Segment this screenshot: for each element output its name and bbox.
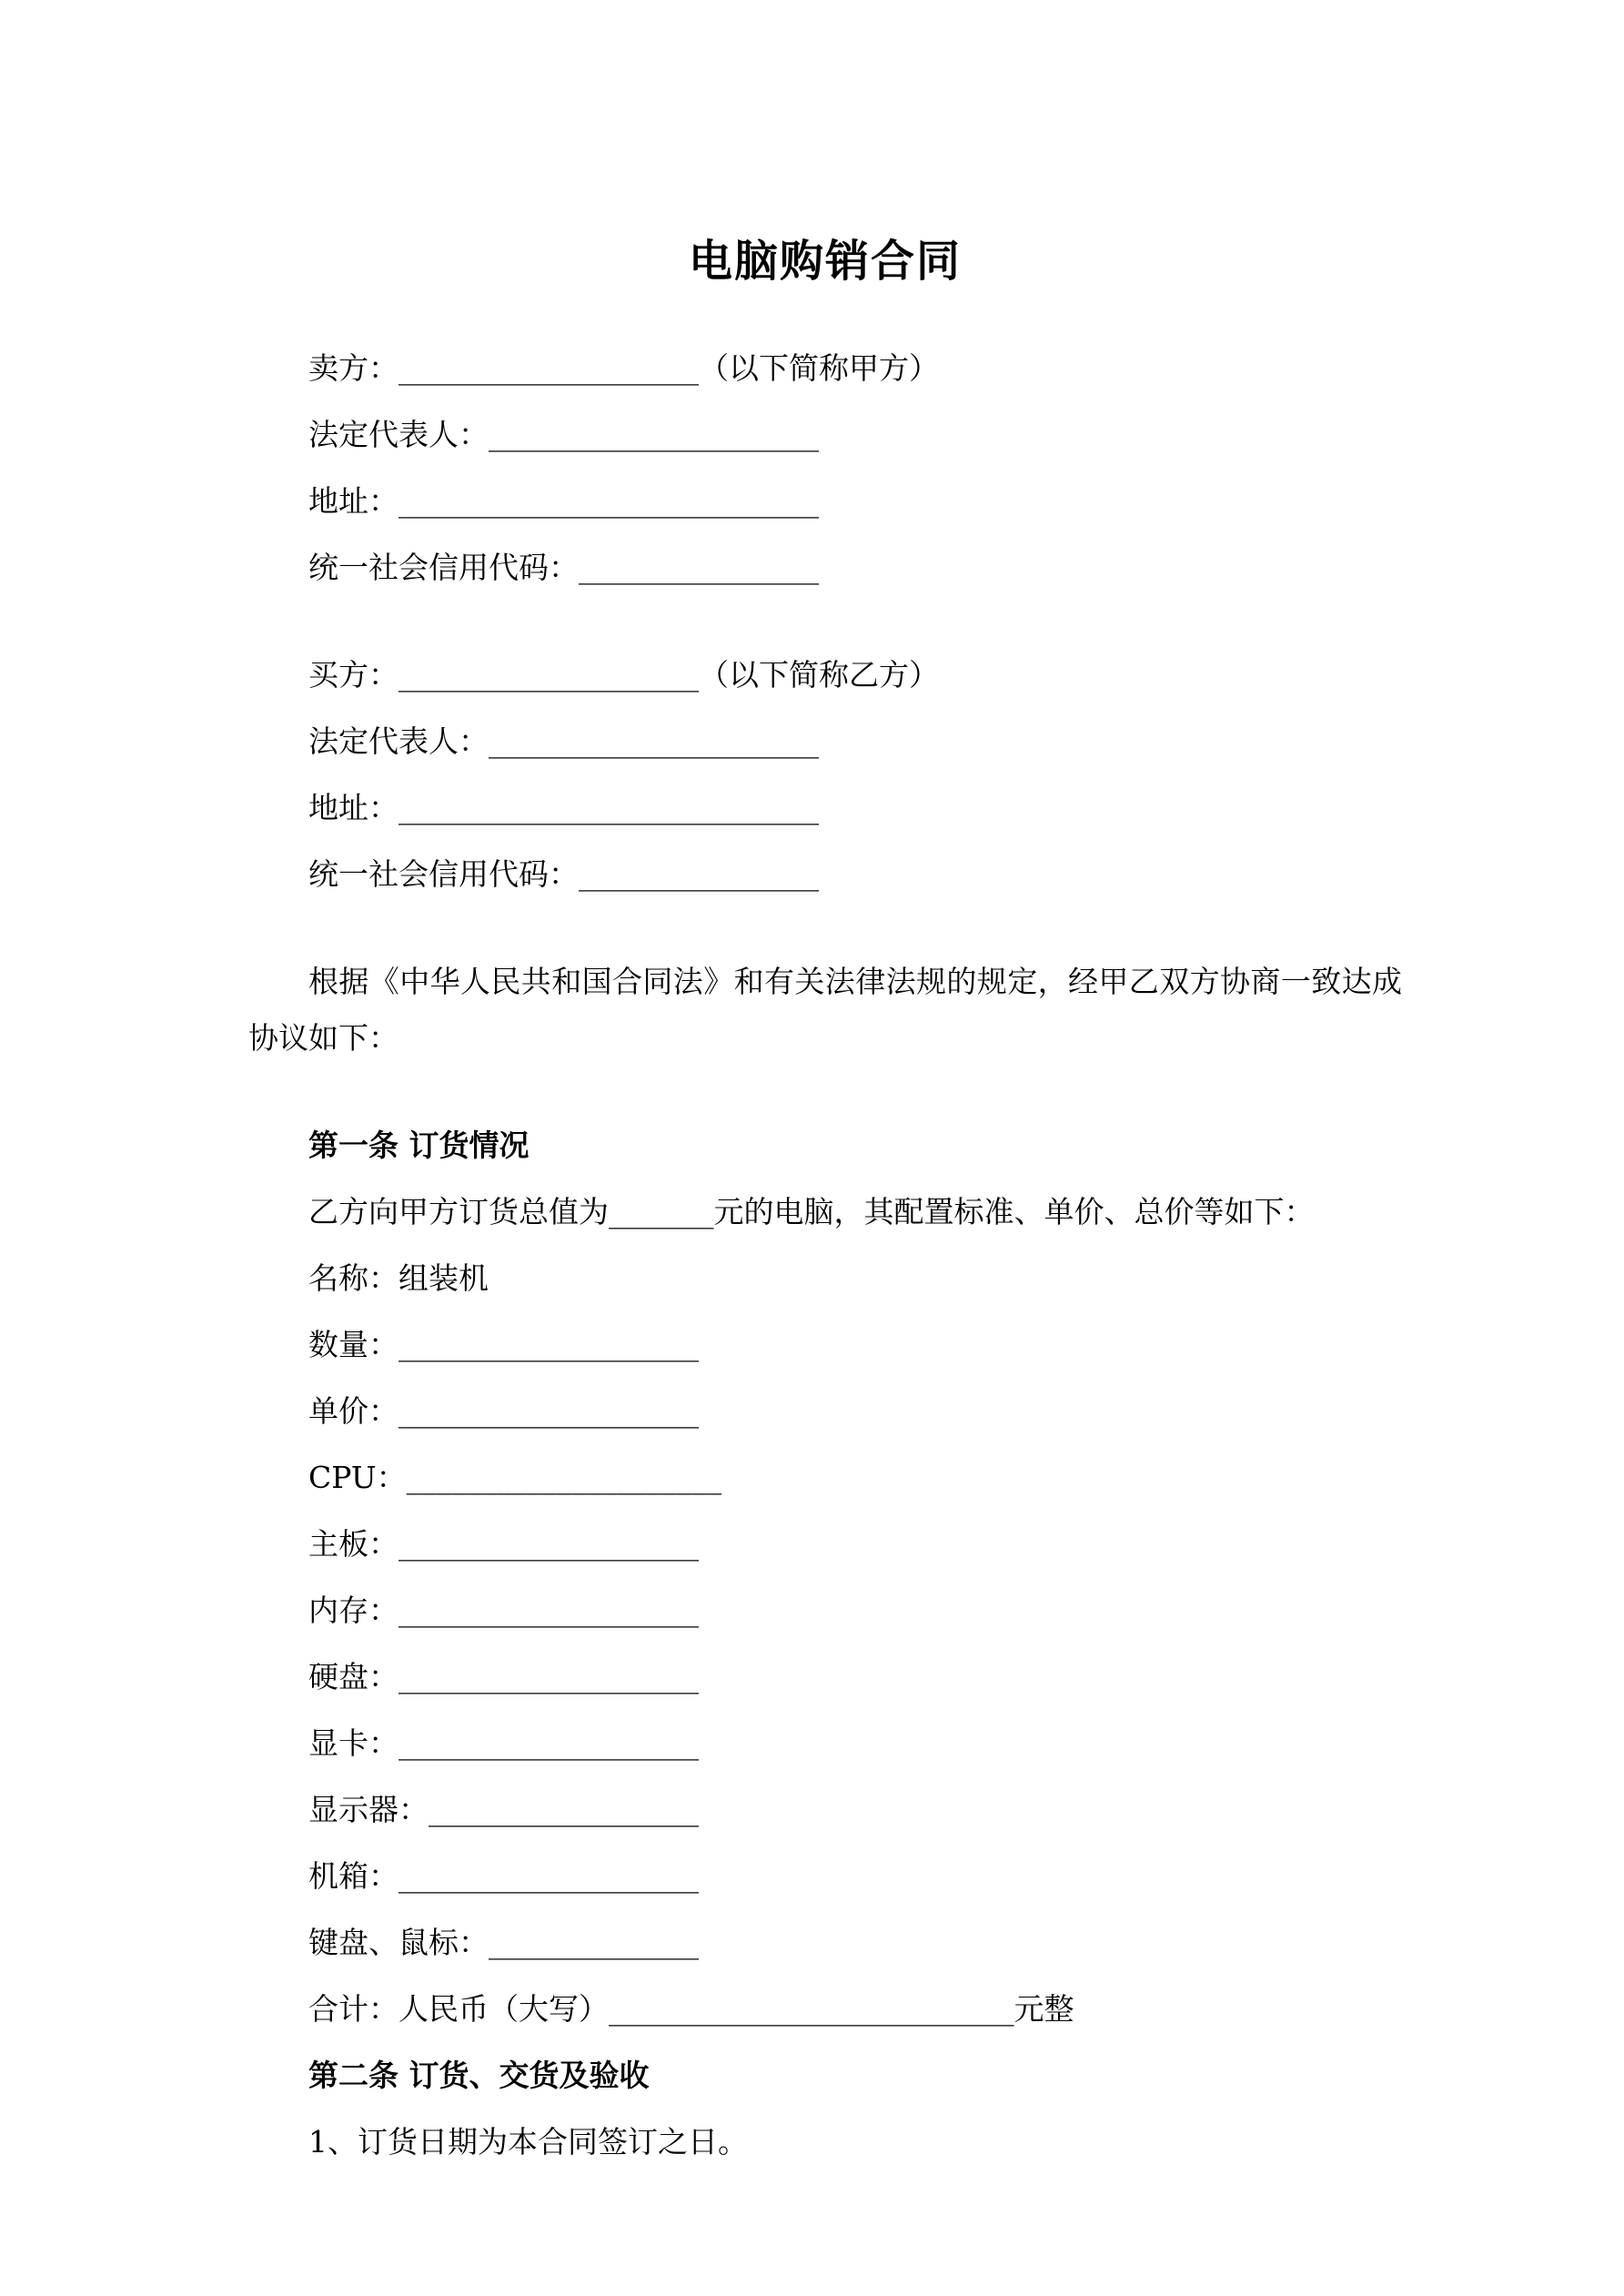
- item-monitor: 显示器：__________________: [308, 1792, 699, 1827]
- buyer-legal-representative: 法定代表人：______________________: [308, 723, 819, 759]
- buyer-credit-code: 统一社会信用代码：________________: [308, 856, 819, 892]
- item-keyboard-mouse: 键盘、鼠标：______________: [308, 1925, 699, 1960]
- seller-credit-code: 统一社会信用代码：________________: [308, 550, 819, 585]
- item-motherboard: 主板：____________________: [308, 1526, 699, 1562]
- buyer-line: 买方：____________________（以下简称乙方）: [308, 657, 939, 693]
- item-case: 机箱：____________________: [308, 1858, 699, 1894]
- buyer-address: 地址：____________________________: [308, 790, 819, 825]
- item-cpu: CPU：_____________________: [308, 1460, 722, 1495]
- item-hard-drive: 硬盘：____________________: [308, 1659, 699, 1694]
- seller-line: 卖方：____________________（以下简称甲方）: [308, 350, 939, 386]
- item-unit-price: 单价：____________________: [308, 1393, 699, 1429]
- order-total-line: 乙方向甲方订货总值为_______元的电脑，其配置标准、单价、总价等如下：: [308, 1194, 1315, 1229]
- clause-2-1: 1、订货日期为本合同签订之日。: [308, 2124, 748, 2159]
- preamble: 根据《中华人民共和国合同法》和有关法律法规的规定，经甲乙双方协商一致达成协议如下：: [248, 964, 1402, 1056]
- item-graphics-card: 显卡：____________________: [308, 1725, 699, 1761]
- seller-legal-representative: 法定代表人：______________________: [308, 417, 819, 452]
- section-spacer: [248, 913, 1402, 954]
- total-amount-line: 合计：人民币（大写）___________________________元整: [308, 1991, 1074, 2027]
- document-body: [248, 340, 1402, 2170]
- article-1-heading: 第一条 订货情况: [308, 1128, 530, 1163]
- item-memory: 内存：____________________: [308, 1593, 699, 1628]
- item-name: 名称：组装机: [308, 1260, 489, 1296]
- document-title: 电脑购销合同: [688, 236, 962, 287]
- item-quantity: 数量：____________________: [308, 1327, 699, 1362]
- article-2-heading: 第二条 订货、交货及验收: [308, 2058, 650, 2093]
- section-spacer: [248, 606, 1402, 647]
- seller-address: 地址：____________________________: [308, 483, 819, 519]
- section-spacer: [248, 1077, 1402, 1118]
